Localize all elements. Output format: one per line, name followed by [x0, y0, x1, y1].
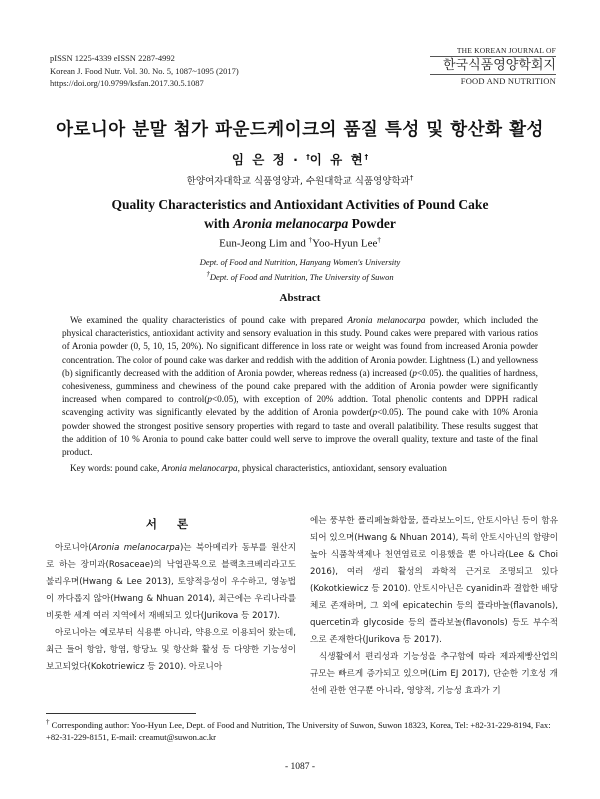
- departments-english: [0, 256, 600, 283]
- author-2-ko: 이 유 현: [309, 152, 365, 167]
- journal-name-ko: 한국식품영양학회지: [430, 56, 556, 75]
- body-column-right: [310, 513, 558, 700]
- author-en-sup: †: [377, 236, 381, 244]
- abstract-s1: We examined the quality characteristics of pound cake with prepared: [70, 315, 348, 325]
- body-left-p1-pre: 아로니아(: [55, 543, 92, 553]
- corresponding-mark: †: [306, 152, 310, 161]
- body-right-paragraph-1: 에는 풍부한 폴리페놀화합물, 플라보노이드, 안토시아닌 등이 함유되어 있으며(Hwang & Nhuan 2014), 특히 안토시아닌의 함량이 높아 식품착색제나 천연염료로 이용했을 뿐 아니라(Lee & Choi 2016), 여러 생리 활성의 과학적 근거로 조명되고 있다(Kokotkiewicz 등 2010). 안토시아닌은 cyanidin과 결합한 배당체로 존재하며, 그 외에 epicatechin 등의 플라바놀(flavanols), quercetin과 glycoside 등의 플라보놀(flavonols) 등도 부수적으로 존재한다(Jurikova 등 2017).: [310, 516, 558, 645]
- body-column-left: [46, 540, 296, 676]
- department-2: [0, 268, 600, 283]
- affiliation-ko-text: 한양여자대학교 식품영양과, 수원대학교 식품영양학과: [186, 176, 410, 187]
- paper-title-korean: 아로니아 분말 첨가 파운드케이크의 품질 특성 및 항산화 활성: [56, 120, 544, 140]
- author-separator: ·: [286, 152, 307, 167]
- issn-text: pISSN 1225-4339 eISSN 2287-4992: [50, 53, 175, 63]
- authors-korean: [0, 150, 600, 168]
- author-1-en: Eun-Jeong Lim and: [219, 237, 309, 250]
- author-2-en: Yoo-Hyun Lee: [312, 237, 378, 250]
- footnote-divider: [46, 713, 196, 714]
- paper-title-english: [0, 195, 600, 233]
- affiliation-korean: [0, 173, 600, 187]
- footnote-text: Corresponding author: Yoo-Hyun Lee, Dept. of Food and Nutrition, The University of Suwon, Suwon 18323, Korea, Tel: +82-31-229-8194, Fax: +82-31-229-8151, E-mail: creamut@suwon.ac.kr: [46, 719, 551, 743]
- abstract-p3: p: [372, 407, 378, 418]
- journal-name-en-top: THE KOREAN JOURNAL OF: [456, 46, 556, 55]
- keywords-post: , physical characteristics, antioxidant, sensory evaluation: [237, 463, 447, 473]
- journal-name-en-bottom: FOOD AND NUTRITION: [460, 76, 556, 86]
- title-en-post: Powder: [348, 216, 396, 231]
- title-en-line2: [0, 214, 600, 233]
- authors-english: [0, 236, 600, 250]
- keywords-species: Aronia melanocarpa: [161, 463, 238, 473]
- body-right-paragraph-2: 식생활에서 편리성과 기능성을 추구함에 따라 제과제빵산업의 규모는 빠르게 증가되고 있으며(Lim EJ 2017), 단순한 기호성 개선에 관한 연구뿐 아니라, 영양적, 기능성 효과가 기: [310, 652, 558, 696]
- affiliation-mark: †: [364, 152, 369, 161]
- citation-text: Korean J. Food Nutr. Vol. 30. No. 5, 1087~1095 (2017): [50, 65, 239, 76]
- journal-header-info: [50, 52, 239, 90]
- body-left-species: Aronia melanocarpa: [91, 543, 180, 553]
- affiliation-ko-mark: †: [409, 173, 414, 182]
- title-en-pre: with: [204, 216, 234, 231]
- abstract-s5: <0.05). The pound cake with 10% Aronia powder showed the strongest positive sensory properties with regard to taste and overall palatibility. These results suggest that the addition of 10 % Aronia to pound cake batter could well serve to improve the overall quality, texture and taste of the final product.: [62, 407, 538, 458]
- department-mark: †: [206, 270, 210, 278]
- doi-link[interactable]: https://doi.org/10.9799/ksfan.2017.30.5.1087: [50, 78, 204, 88]
- author-en-mark: †: [308, 236, 313, 244]
- corresponding-author-footnote: [46, 716, 558, 744]
- keywords-pre: Key words: pound cake,: [70, 463, 162, 473]
- department-2-text: Dept. of Food and Nutrition, The University of Suwon: [209, 271, 394, 282]
- abstract-p1: p: [412, 367, 418, 378]
- abstract-s3: <0.05). the qualities of hardness, cohesiveness, gumminess and chewiness of the pound cake prepared with the addition of Aronia powder were significantly increased when compared to control(: [62, 367, 538, 405]
- abstract-body: [62, 314, 538, 459]
- body-left-paragraph-1: [46, 540, 296, 625]
- section-heading-introduction: 서 론: [145, 517, 197, 531]
- abstract-species: Aronia melanocarpa: [347, 315, 426, 325]
- keywords: [62, 462, 538, 475]
- footnote-mark: †: [46, 718, 50, 726]
- abstract-s2: powder, which included the physical characteristics, antioxidant activity and sensory evaluation in this study. Pound cakes were prepared with various ratios of Aronia powder (0, 5, 10, 15, 20%). No significant difference in loss rate or weight was found from increased Aronia powder concentration. The color of pound cake was darker and reddish with the addition of Aronia powder. Lightness (L) and yellowness (b) significantly decreased with the addition of Aronia powder, whereas redness (a) increased (: [62, 315, 538, 378]
- body-left-p1-post: )는 북아메리카 동부를 원산지로 하는 장미과(Rosaceae)의 낙엽관목으로 블랙초크베리라고도 불리우며(Hwang & Lee 2013), 토양적응성이 우수하고, 영농법이 까다롭지 않아(Hwang & Nhuan 2014), 최근에는 우리나라를 비롯한 세계 여러 지역에서 재배되고 있다(Jurikova 등 2017).: [46, 543, 296, 621]
- department-1: Dept. of Food and Nutrition, Hanyang Women's University: [199, 257, 401, 267]
- author-1-ko: 임 은 정: [231, 152, 287, 167]
- journal-logo: [430, 45, 556, 87]
- title-en-line1: Quality Characteristics and Antioxidant Activities of Pound Cake: [111, 197, 489, 212]
- body-left-paragraph-2: 아로니아는 예로부터 식용뿐 아니라, 약용으로 이용되어 왔는데, 최근 들어 항암, 항염, 항당뇨 및 항산화 활성 등 다양한 기능성이 보고되었다(Kokotriewicz 등 2010). 아로니아: [46, 628, 296, 672]
- page-number: - 1087 -: [284, 762, 316, 772]
- title-en-species: Aronia melanocarpa: [233, 216, 349, 231]
- abstract-heading: Abstract: [279, 292, 321, 304]
- abstract-s4: <0.05), with exception of 20% addtion. Total phenolic contents and DPPH radical scavenging activity was significantly elevated by the addition of Aronia powder(: [62, 394, 538, 418]
- abstract-p2: p: [207, 394, 212, 405]
